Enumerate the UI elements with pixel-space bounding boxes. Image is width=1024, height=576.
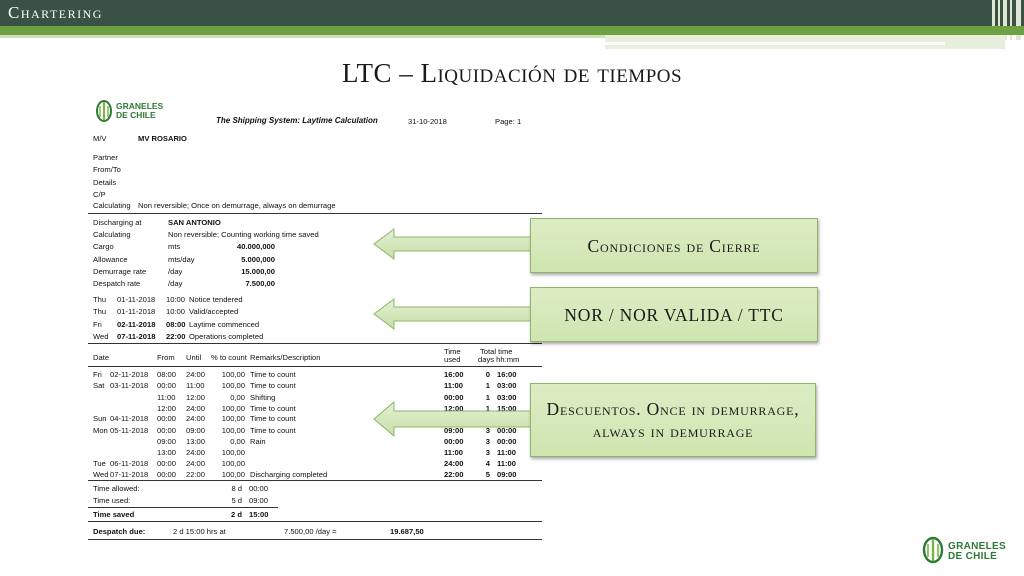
wheat-logo-icon xyxy=(922,536,944,564)
event-desc: Valid/accepted xyxy=(189,307,239,316)
event-desc: Operations completed xyxy=(189,332,264,341)
table-cell-until: 24:00 xyxy=(186,404,206,413)
table-cell-day: Sat xyxy=(93,381,105,390)
discharging-label: Discharging at xyxy=(93,218,142,227)
callout-descuentos: Descuentos. Once in demurrage, always in demurrage xyxy=(530,383,816,457)
table-cell-from: 00:00 xyxy=(157,426,177,435)
details-label: Details xyxy=(93,178,117,187)
table-cell-tdays: 3 xyxy=(485,426,490,435)
document-heading: The Shipping System: Laytime Calculation xyxy=(216,116,378,125)
divider xyxy=(88,343,542,344)
table-cell-pct: 100,00 xyxy=(221,404,245,413)
time-allowed-label: Time allowed: xyxy=(93,484,140,493)
event-day: Fri xyxy=(93,320,102,329)
event-time: 10:00 xyxy=(166,295,186,304)
divider xyxy=(88,539,542,540)
col-header-used-1: Time xyxy=(444,347,461,356)
table-cell-thm: 16:00 xyxy=(497,370,517,379)
despatch-unit: /day xyxy=(168,279,183,288)
table-cell-used: 24:00 xyxy=(444,459,464,468)
time-used-label: Time used: xyxy=(93,496,131,505)
cargo-unit: mts xyxy=(168,242,181,251)
table-header-divider xyxy=(88,366,542,367)
table-cell-thm: 00:00 xyxy=(497,426,517,435)
col-header-until: Until xyxy=(186,353,202,362)
document-logo xyxy=(96,100,176,126)
table-cell-used: 11:00 xyxy=(444,448,464,457)
time-saved-days: 2 d xyxy=(231,510,242,519)
demurrage-value: 15.000,00 xyxy=(241,267,275,276)
table-cell-from: 00:00 xyxy=(157,470,177,479)
table-cell-remark: Rain xyxy=(250,437,266,446)
table-cell-tdays: 1 xyxy=(485,393,490,402)
table-cell-day: Mon xyxy=(93,426,108,435)
terms-calc-label: Calculating xyxy=(93,230,131,239)
footer-logo-text: GRANELES DE CHILE xyxy=(948,541,1006,562)
table-cell-remark: Shifting xyxy=(250,393,276,402)
table-cell-thm: 00:00 xyxy=(497,437,517,446)
table-cell-used: 12:00 xyxy=(444,404,464,413)
table-cell-used: 11:00 xyxy=(444,381,464,390)
event-desc: Laytime commenced xyxy=(189,320,260,329)
table-cell-tdays: 1 xyxy=(485,381,490,390)
vessel-label: M/V xyxy=(93,134,107,143)
table-cell-pct: 0,00 xyxy=(230,437,245,446)
table-cell-until: 11:00 xyxy=(186,381,205,390)
table-cell-remark: Time to count xyxy=(250,414,296,423)
table-cell-date: 05-11-2018 xyxy=(110,426,149,435)
event-day: Thu xyxy=(93,307,107,316)
table-cell-from: 00:00 xyxy=(157,459,177,468)
demurrage-unit: /day xyxy=(168,267,183,276)
col-header-date: Date xyxy=(93,353,110,362)
table-cell-tdays: 3 xyxy=(485,448,490,457)
table-cell-used: 22:00 xyxy=(444,470,464,479)
table-cell-thm: 15:00 xyxy=(497,404,517,413)
table-cell-used: 00:00 xyxy=(444,393,464,402)
table-cell-from: 08:00 xyxy=(157,370,177,379)
event-time: 08:00 xyxy=(166,320,186,329)
col-header-remarks: Remarks/Description xyxy=(250,353,321,362)
col-header-used-2: used xyxy=(444,355,461,364)
table-end-divider xyxy=(88,480,542,481)
header-white-line xyxy=(605,42,945,45)
header-bar xyxy=(0,0,1024,26)
table-cell-from: 11:00 xyxy=(157,393,176,402)
event-date: 07-11-2018 xyxy=(117,332,156,341)
time-used-hm: 09:00 xyxy=(249,496,269,505)
table-cell-from: 13:00 xyxy=(157,448,177,457)
document-date: 31-10-2018 xyxy=(408,117,447,126)
event-date: 01-11-2018 xyxy=(117,295,156,304)
cargo-label: Cargo xyxy=(93,242,114,251)
table-cell-used: 09:00 xyxy=(444,426,464,435)
despatch-due-total: 19.687,50 xyxy=(390,527,424,536)
time-saved-label: Time saved xyxy=(93,510,135,519)
table-cell-date: 07-11-2018 xyxy=(110,470,149,479)
event-date: 01-11-2018 xyxy=(117,307,156,316)
table-cell-from: 09:00 xyxy=(157,437,177,446)
col-header-total-2: days hh:mm xyxy=(478,355,520,364)
col-header-total-1: Total time xyxy=(480,347,513,356)
time-saved-hm: 15:00 xyxy=(249,510,269,519)
table-cell-day: Fri xyxy=(93,370,102,379)
table-cell-day: Sun xyxy=(93,414,107,423)
divider xyxy=(88,521,542,522)
table-cell-from: 12:00 xyxy=(157,404,177,413)
slide-title: LTC – Liquidación de tiempos xyxy=(341,58,683,88)
despatch-due-time: 2 d 15:00 hrs at xyxy=(173,527,226,536)
table-cell-remark: Time to count xyxy=(250,404,296,413)
allowance-label: Allowance xyxy=(93,255,128,264)
table-cell-thm: 03:00 xyxy=(497,381,517,390)
table-cell-pct: 100,00 xyxy=(221,381,245,390)
callout-condiciones-cierre: Condiciones de Cierre xyxy=(530,218,818,273)
table-cell-date: 02-11-2018 xyxy=(110,370,149,379)
table-cell-thm: 09:00 xyxy=(497,470,517,479)
table-cell-until: 09:00 xyxy=(186,426,206,435)
document-logo-text: GRANELES DE CHILE xyxy=(116,101,164,120)
table-cell-remark: Time to count xyxy=(250,426,296,435)
cargo-value: 40.000,000 xyxy=(236,242,275,251)
partner-label: Partner xyxy=(93,153,118,162)
table-cell-until: 24:00 xyxy=(186,370,206,379)
event-time: 10:00 xyxy=(166,307,186,316)
time-allowed-days: 8 d xyxy=(231,484,242,493)
table-cell-from: 00:00 xyxy=(157,381,177,390)
table-cell-pct: 100,00 xyxy=(221,414,245,423)
divider xyxy=(88,213,542,214)
table-cell-until: 24:00 xyxy=(186,414,206,423)
fromto-label: From/To xyxy=(93,165,121,174)
arrow-left-icon xyxy=(372,297,534,331)
table-cell-used: 16:00 xyxy=(444,370,464,379)
wheat-logo-icon xyxy=(96,100,112,122)
event-day: Thu xyxy=(93,295,107,304)
table-cell-thm: 11:00 xyxy=(497,459,517,468)
table-cell-until: 12:00 xyxy=(186,393,206,402)
table-cell-thm: 11:00 xyxy=(497,448,517,457)
table-cell-used: 00:00 xyxy=(444,437,464,446)
table-cell-tdays: 5 xyxy=(485,470,490,479)
table-cell-thm: 03:00 xyxy=(497,393,517,402)
discharging-value: SAN ANTONIO xyxy=(168,218,221,227)
vessel-name: MV ROSARIO xyxy=(138,134,187,143)
header-brand: Chartering xyxy=(8,3,103,22)
event-desc: Notice tendered xyxy=(189,295,243,304)
table-cell-day: Tue xyxy=(93,459,106,468)
table-cell-date: 04-11-2018 xyxy=(110,414,149,423)
table-cell-remark: Discharging completed xyxy=(250,470,328,479)
table-cell-tdays: 0 xyxy=(485,370,490,379)
event-date: 02-11-2018 xyxy=(117,320,156,329)
table-cell-from: 00:00 xyxy=(157,414,177,423)
table-cell-pct: 0,00 xyxy=(230,393,245,402)
table-cell-pct: 100,00 xyxy=(221,459,245,468)
table-cell-date: 03-11-2018 xyxy=(110,381,149,390)
col-header-from: From xyxy=(157,353,175,362)
divider xyxy=(88,507,278,508)
arrow-left-icon xyxy=(372,227,534,261)
table-cell-tdays: 3 xyxy=(485,437,490,446)
calculating-label: Calculating xyxy=(93,201,131,210)
terms-calc-value: Non reversible; Counting working time saved xyxy=(168,230,319,239)
table-cell-pct: 100,00 xyxy=(221,426,245,435)
despatch-label: Despatch rate xyxy=(93,279,141,288)
table-cell-date: 06-11-2018 xyxy=(110,459,149,468)
table-cell-remark: Time to count xyxy=(250,370,296,379)
table-cell-pct: 100,00 xyxy=(221,370,245,379)
header-green-line xyxy=(0,26,1024,35)
despatch-value: 7.500,00 xyxy=(245,279,275,288)
despatch-due-rate: 7.500,00 /day = xyxy=(284,527,337,536)
calculating-value: Non reversible; Once on demurrage, always on demurrage xyxy=(138,201,336,210)
table-cell-day: Wed xyxy=(93,470,109,479)
time-allowed-hm: 00:00 xyxy=(249,484,269,493)
table-cell-until: 13:00 xyxy=(186,437,206,446)
footer-logo xyxy=(922,536,1022,566)
table-cell-until: 22:00 xyxy=(186,470,206,479)
table-cell-tdays: 1 xyxy=(485,404,490,413)
table-cell-pct: 100,00 xyxy=(221,448,245,457)
table-cell-until: 24:00 xyxy=(186,459,206,468)
document-page: Page: 1 xyxy=(495,117,522,126)
event-time: 22:00 xyxy=(166,332,186,341)
callout-nor: NOR / NOR VALIDA / TTC xyxy=(530,287,818,342)
table-cell-pct: 100,00 xyxy=(221,470,245,479)
event-day: Wed xyxy=(93,332,109,341)
table-cell-until: 24:00 xyxy=(186,448,206,457)
demurrage-label: Demurrage rate xyxy=(93,267,147,276)
time-used-days: 5 d xyxy=(231,496,242,505)
allowance-unit: mts/day xyxy=(168,255,195,264)
arrow-left-icon xyxy=(372,400,534,438)
allowance-value: 5.000,000 xyxy=(241,255,275,264)
despatch-due-label: Despatch due: xyxy=(93,527,146,536)
table-cell-remark: Time to count xyxy=(250,381,296,390)
col-header-pct: % to count xyxy=(211,353,247,362)
table-cell-tdays: 4 xyxy=(485,459,490,468)
header-light-line xyxy=(0,35,605,38)
cp-label: C/P xyxy=(93,190,106,199)
